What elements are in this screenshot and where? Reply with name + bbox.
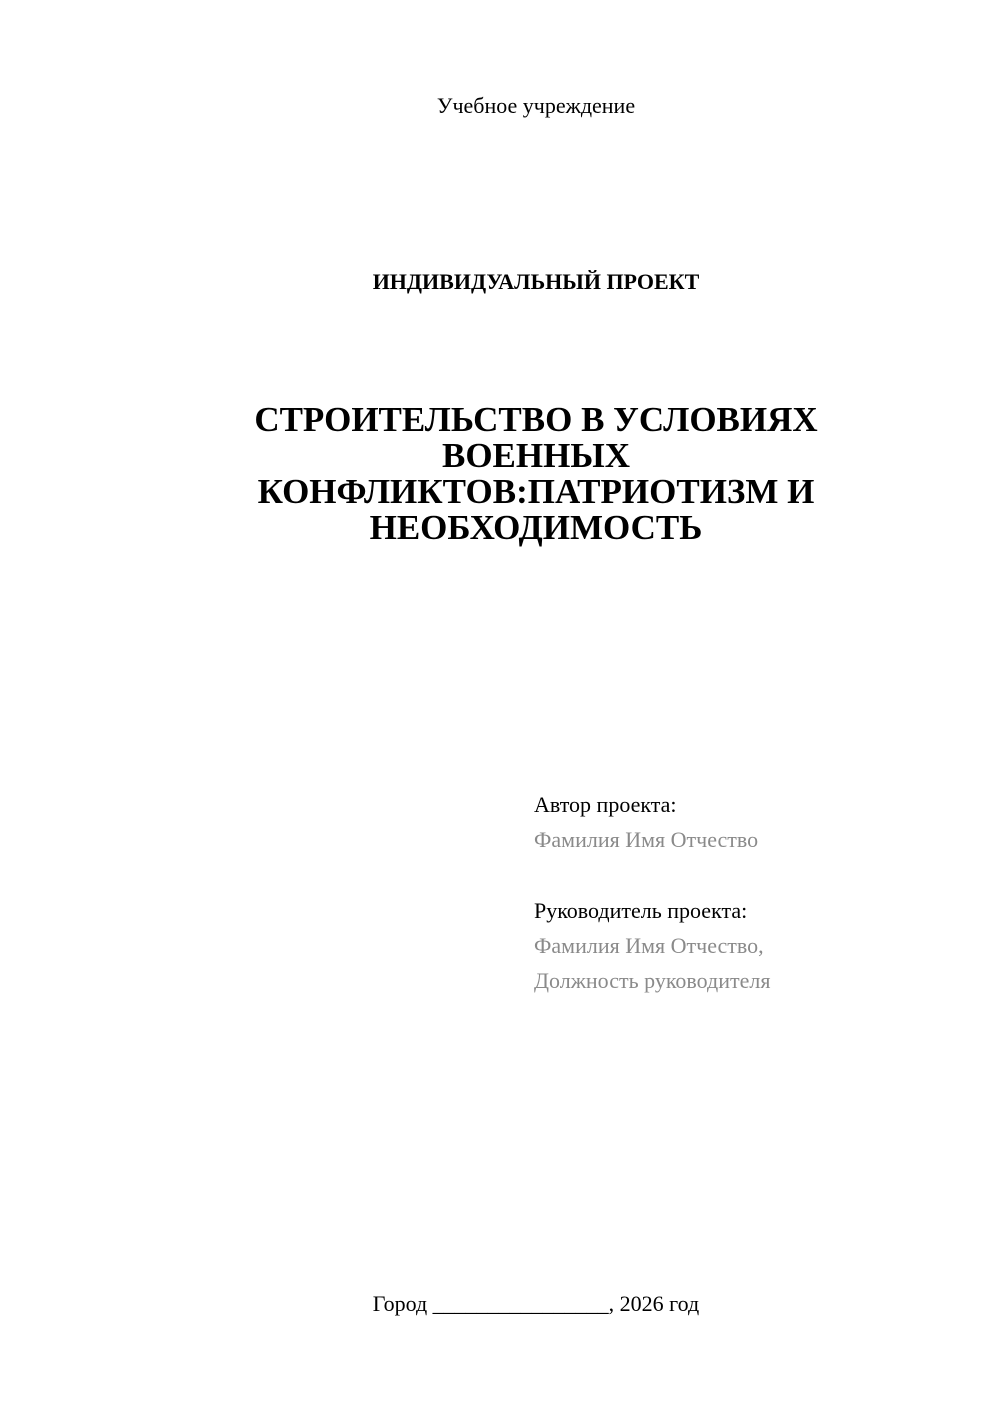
project-title-line: КОНФЛИКТОВ:ПАТРИОТИЗМ И	[257, 472, 815, 511]
supervisor-position: Должность руководителя	[534, 968, 771, 993]
supervisor-name: Фамилия Имя Отчество,	[534, 933, 764, 958]
project-title-line: ВОЕННЫХ	[441, 436, 630, 475]
city-year-line: Город ________________, 2026 год	[372, 1291, 700, 1316]
institution-name: Учебное учреждение	[436, 93, 636, 118]
supervisor-block	[534, 893, 770, 998]
project-title-line: НЕОБХОДИМОСТЬ	[369, 508, 703, 547]
author-label: Автор проекта:	[534, 792, 677, 817]
author-name: Фамилия Имя Отчество	[534, 827, 759, 852]
author-block	[534, 787, 758, 857]
project-title-line: СТРОИТЕЛЬСТВО В УСЛОВИЯХ	[254, 400, 818, 439]
document-type: ИНДИВИДУАЛЬНЫЙ ПРОЕКТ	[372, 269, 700, 294]
supervisor-label: Руководитель проекта:	[534, 898, 748, 923]
project-title	[200, 402, 872, 546]
